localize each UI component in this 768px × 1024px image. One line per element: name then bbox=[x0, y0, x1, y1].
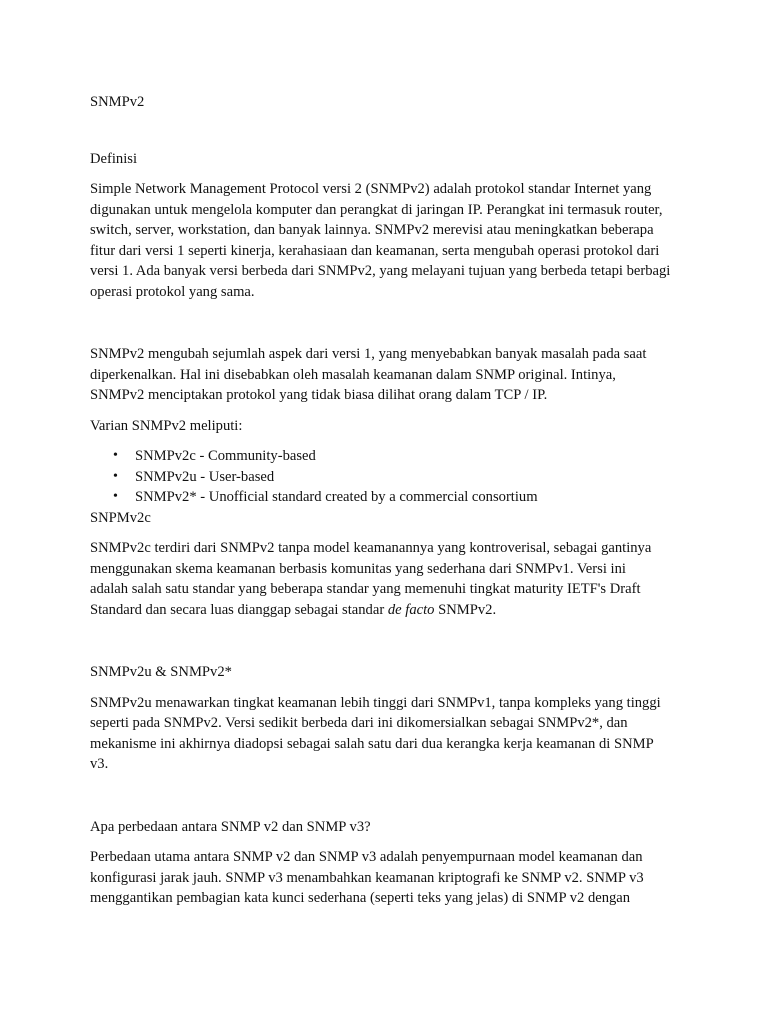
definisi-line-6: operasi protokol yang sama. bbox=[90, 283, 255, 300]
v2u-line-2: seperti pada SNMPv2. Versi sedikit berbeda dari ini dikomersialkan sebagai SNMPv2*, dan bbox=[90, 715, 628, 731]
changes-line-2: diperkenalkan. Hal ini disebabkan oleh masalah keamanan dalam SNMP original. Intinya, bbox=[90, 366, 616, 383]
variant-text: SNMPv2u - User-based bbox=[135, 468, 275, 485]
definisi-line-3: switch, server, workstation, dan banyak lainnya. SNMPv2 merevisi atau meningkatkan beberapa bbox=[90, 222, 654, 238]
variants-list bbox=[90, 446, 678, 508]
document-title: SNMPv2 bbox=[90, 94, 145, 110]
v2u-line-4: v3. bbox=[90, 756, 109, 772]
bullet-icon: • bbox=[113, 489, 118, 504]
variant-text: SNMPv2* - Unofficial standard created by a commercial consortium bbox=[135, 489, 538, 505]
list-item bbox=[90, 446, 678, 467]
v2u-line-3: mekanisme ini akhirnya diadopsi sebagai salah satu dari dua kerangka kerja keamanan di SNMP bbox=[90, 735, 654, 752]
variant-text: SNMPv2c - Community-based bbox=[135, 448, 316, 464]
section-v2u-paragraph bbox=[90, 693, 678, 775]
definisi-line-2: digunakan untuk mengelola komputer dan perangkat di jaringan IP. Perangkat ini termasuk router, bbox=[90, 201, 663, 218]
v2u-line-1: SNMPv2u menawarkan tingkat keamanan lebih tinggi dari SNMPv1, tanpa kompleks yang tinggi bbox=[90, 694, 661, 711]
diff-line-2: konfigurasi jarak jauh. SNMP v3 menambahkan keamanan kriptografi ke SNMP v2. SNMP v3 bbox=[90, 869, 644, 886]
v2c-line-4-post: SNMPv2. bbox=[434, 601, 497, 618]
v2c-line-2: menggunakan skema keamanan berbasis komunitas yang sederhana dari SNMPv1. Versi ini bbox=[90, 560, 626, 577]
section-v2u-heading: SNMPv2u & SNMPv2* bbox=[90, 664, 232, 680]
section-diff-heading: Apa perbedaan antara SNMP v2 dan SNMP v3? bbox=[90, 818, 371, 835]
changes-paragraph bbox=[90, 344, 678, 406]
definisi-heading: Definisi bbox=[90, 150, 138, 167]
diff-line-1: Perbedaan utama antara SNMP v2 dan SNMP v3 adalah penyempurnaan model keamanan dan bbox=[90, 849, 643, 865]
definisi-paragraph bbox=[90, 179, 678, 302]
bullet-icon: • bbox=[113, 448, 118, 463]
section-v2c-heading: SNPMv2c bbox=[90, 509, 151, 526]
section-diff-paragraph bbox=[90, 847, 678, 909]
changes-line-1: SNMPv2 mengubah sejumlah aspek dari versi 1, yang menyebabkan banyak masalah pada saat bbox=[90, 346, 647, 362]
section-v2c-paragraph bbox=[90, 538, 678, 620]
variants-intro: Varian SNMPv2 meliputi: bbox=[90, 417, 243, 434]
list-item bbox=[90, 487, 678, 508]
diff-line-3: menggantikan pembagian kata kunci sederhana (seperti teks yang jelas) di SNMP v2 dengan bbox=[90, 890, 631, 906]
v2c-line-3: adalah salah satu standar yang beberapa standar yang memenuhi tingkat maturity IETF's Draft bbox=[90, 581, 641, 597]
bullet-icon: • bbox=[113, 468, 118, 484]
v2c-line-1: SNMPv2c terdiri dari SNMPv2 tanpa model keamanannya yang kontroverisal, sebagai gantinya bbox=[90, 540, 652, 556]
document-body bbox=[90, 92, 678, 909]
definisi-line-4: fitur dari versi 1 seperti kinerja, kerahasiaan dan keamanan, serta mengubah operasi protokol dari bbox=[90, 242, 660, 259]
v2c-line-4-pre: Standard dan secara luas dianggap sebagai standar bbox=[90, 601, 388, 618]
changes-line-3: SNMPv2 menciptakan protokol yang tidak biasa dilihat orang dalam TCP / IP. bbox=[90, 387, 548, 403]
definisi-line-5: versi 1. Ada banyak versi berbeda dari SNMPv2, yang melayani tujuan yang berbeda tetapi berbagi bbox=[90, 263, 671, 279]
list-item bbox=[90, 467, 678, 488]
definisi-line-1: Simple Network Management Protocol versi 2 (SNMPv2) adalah protokol standar Internet yang bbox=[90, 181, 652, 197]
de-facto-italic: de facto bbox=[387, 601, 435, 618]
